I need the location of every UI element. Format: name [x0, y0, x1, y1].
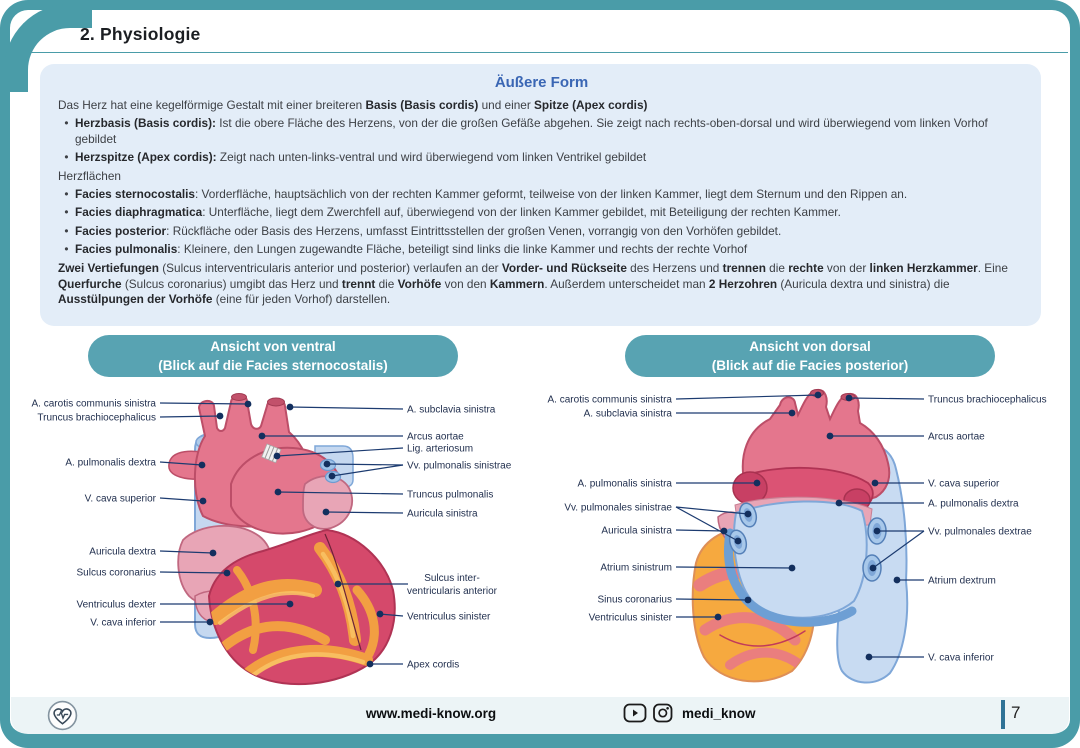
- intro-paragraph: Das Herz hat eine kegelförmige Gestalt mit einer breiteren Basis (Basis cordis) und einer Spitze (Apex cordis): [58, 98, 648, 113]
- page-title: 2. Physiologie: [80, 24, 201, 44]
- anatomy-label: A. carotis communis sinistra: [547, 394, 672, 406]
- anatomy-label: Truncus brachiocephalicus: [928, 394, 1047, 406]
- ventral-view-banner: [88, 335, 458, 377]
- bullet-item: • Facies diaphragmatica: Unterfläche, liegt dem Zwerchfell auf, überwiegend von der linken Kammer gebildet, mit Beteiligung der rechten Kammer.: [58, 205, 1025, 221]
- anatomy-label: Truncus brachiocephalicus: [37, 412, 156, 424]
- anatomy-label: Sinus coronarius: [597, 594, 672, 606]
- left-auricle-shape: [303, 476, 352, 529]
- anatomy-label: Auricula dextra: [89, 546, 156, 558]
- outro-paragraph: Zwei Vertiefungen (Sulcus interventricularis anterior und posterior) verlaufen an der Vorder- und Rückseite des Herzens und trennen die rechte von der linken Herzkammer. Eine Querfurche (Sulcus coronarius) umgibt das Herz und trennt die Vorhöfe von den Kammern. Außerdem unterscheidet man 2 Herzohren (Auricula dextra und sinistra) die Ausstülpungen der Vorhöfe (eine für jeden Vorhof) darstellen.: [58, 260, 1008, 307]
- anatomy-label: Truncus pulmonalis: [407, 489, 494, 501]
- anatomy-label: Auricula sinistra: [407, 508, 478, 520]
- social-handle[interactable]: medi_know: [682, 705, 756, 721]
- anatomy-label: A. carotis communis sinistra: [31, 398, 156, 410]
- footer: [11, 697, 1069, 734]
- anatomy-label: Lig. arteriosum: [407, 443, 474, 455]
- anatomy-label: Apex cordis: [407, 659, 460, 671]
- bullet-item: • Facies posterior: Rückfläche oder Basis des Herzens, umfasst Eintrittsstellen der großen Venen, vorrangig von den Vorhöfen gebildet.: [58, 224, 1025, 240]
- section-title: Äußere Form: [494, 74, 589, 91]
- anatomy-label: Atrium dextrum: [928, 575, 996, 587]
- anatomy-label: Atrium sinistrum: [600, 562, 672, 574]
- anatomy-label: Sulcus inter-ventricularis anterior: [406, 573, 498, 597]
- anatomy-label: Sulcus coronarius: [76, 567, 156, 579]
- bullet-item: • Herzspitze (Apex cordis): Zeigt nach unten-links-ventral und wird überwiegend vom linken Ventrikel gebildet: [58, 150, 1025, 166]
- page-number-bar: [1001, 700, 1005, 729]
- anatomy-label: Ventriculus sinister: [407, 611, 491, 623]
- facies-bullet-list: [58, 187, 1025, 258]
- bullet-marker: •: [64, 150, 69, 165]
- anatomy-label: V. cava superior: [928, 478, 1000, 490]
- bullet-marker: •: [64, 205, 69, 220]
- youtube-icon[interactable]: [623, 702, 647, 724]
- heart-pulse-logo: [46, 699, 79, 732]
- anatomy-label: Arcus aortae: [928, 431, 985, 443]
- info-box: [40, 64, 1041, 326]
- bullet-marker: •: [64, 223, 69, 238]
- banner-line2: (Blick auf die Facies posterior): [711, 357, 909, 373]
- anatomy-label: A. pulmonalis sinistra: [577, 478, 672, 490]
- bullet-item: • Facies sternocostalis: Vorderfläche, hauptsächlich von der rechten Kammer geformt, teilweise von der linken Kammer, liegt dem Sternum und den Rippen an.: [58, 187, 1025, 203]
- anatomy-label: V. cava superior: [84, 493, 156, 505]
- bullet-marker: •: [64, 241, 69, 256]
- banner-line1: Ansicht von ventral: [210, 339, 336, 354]
- bullet-marker: •: [64, 116, 69, 131]
- anatomy-label: Auricula sinistra: [601, 525, 672, 537]
- anatomy-label: Vv. pulmonalis sinistrae: [407, 460, 512, 472]
- ventral-heart-illustration: [165, 388, 405, 692]
- instagram-icon[interactable]: [652, 702, 674, 724]
- anatomy-label: A. pulmonalis dextra: [928, 498, 1019, 510]
- anatomy-label: V. cava inferior: [90, 617, 156, 629]
- anatomy-label: Vv. pulmonales sinistrae: [564, 502, 672, 514]
- anatomy-label: A. subclavia sinistra: [583, 408, 672, 420]
- subheading: Herzflächen: [58, 168, 121, 183]
- page-number: 7: [1011, 703, 1021, 722]
- anatomy-label: A. subclavia sinistra: [407, 404, 496, 416]
- banner-line1: Ansicht von dorsal: [749, 339, 871, 354]
- anatomy-label: Arcus aortae: [407, 431, 464, 443]
- website-link[interactable]: www.medi-know.org: [365, 706, 497, 721]
- anatomy-label: V. cava inferior: [928, 652, 994, 664]
- anatomy-label: Vv. pulmonales dextrae: [928, 526, 1032, 538]
- dorsal-heart-illustration: [690, 385, 920, 690]
- anatomy-label: Ventriculus sinister: [588, 612, 672, 624]
- bullet-marker: •: [64, 187, 69, 202]
- dorsal-view-banner: [625, 335, 995, 377]
- banner-line2: (Blick auf die Facies sternocostalis): [158, 357, 388, 373]
- bullet-item: • Facies pulmonalis: Kleinere, den Lungen zugewandte Fläche, beteiligt sind links die linke Kammer und rechts der rechte Vorhof: [58, 242, 1025, 258]
- anatomy-label: Ventriculus dexter: [76, 599, 156, 611]
- header-divider: [12, 52, 1068, 53]
- basis-bullet-list: [58, 116, 1025, 166]
- bullet-item: • Herzbasis (Basis cordis): Ist die obere Fläche des Herzens, von der die großen Gefäße abgehen. Sie zeigt nach rechts-oben-dorsal und wird überwiegend vom linken Vorhof gebildet: [58, 116, 1025, 148]
- anatomy-label: A. pulmonalis dextra: [65, 457, 156, 469]
